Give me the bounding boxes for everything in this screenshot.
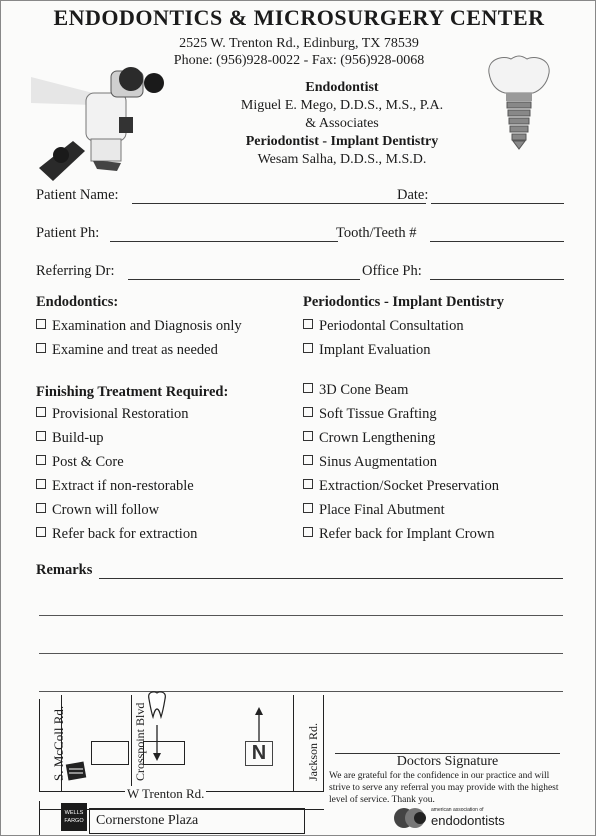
patient-name-label: Patient Name:	[36, 187, 119, 203]
finishing-checkbox-item[interactable]: Crown will follow	[36, 502, 159, 519]
perio-checkbox-item[interactable]: Soft Tissue Grafting	[303, 406, 437, 423]
checkbox-icon[interactable]	[36, 527, 46, 537]
mccoll-road-line	[39, 699, 40, 791]
wells-fargo-logo: WELLS FARGO	[61, 803, 87, 831]
cornerstone-plaza-label: Cornerstone Plaza	[89, 808, 305, 834]
aae-logo-icon	[393, 807, 427, 829]
remarks-line-3[interactable]	[39, 653, 563, 654]
perio-checkbox-item[interactable]: Extraction/Socket Preservation	[303, 478, 499, 495]
wells-fargo-marker-icon	[65, 761, 89, 783]
endodontist-name: Miguel E. Mego, D.D.S., M.S., P.A.	[240, 98, 444, 113]
endo-checkbox-item[interactable]: Examination and Diagnosis only	[36, 318, 242, 335]
checkbox-icon[interactable]	[36, 407, 46, 417]
doctors-block	[191, 79, 493, 169]
periodontics-heading: Periodontics - Implant Dentistry	[303, 294, 504, 310]
perio-checkbox-item[interactable]: 3D Cone Beam	[303, 382, 408, 399]
checkbox-icon[interactable]	[303, 431, 313, 441]
perio-checkbox-item[interactable]: Implant Evaluation	[303, 342, 431, 359]
remarks-line-1[interactable]	[99, 578, 563, 579]
endodontics-heading: Endodontics:	[36, 294, 119, 310]
perio-checkbox-item[interactable]: Periodontal Consultation	[303, 318, 464, 335]
perio-checkbox-item[interactable]: Refer back for Implant Crown	[303, 526, 495, 543]
endo-checkbox-item[interactable]: Examine and treat as needed	[36, 342, 218, 359]
compass-north-label: N	[245, 741, 273, 766]
finishing-checkbox-item[interactable]: Provisional Restoration	[36, 406, 189, 423]
checkbox-icon[interactable]	[36, 319, 46, 329]
remarks-label: Remarks	[36, 562, 93, 578]
office-phone-field[interactable]	[430, 279, 564, 280]
finishing-checkbox-item[interactable]: Extract if non-restorable	[36, 478, 194, 495]
checkbox-icon[interactable]	[36, 343, 46, 353]
perio-checkbox-item[interactable]: Sinus Augmentation	[303, 454, 437, 471]
clinic-phone: Phone: (956)928-0022 - Fax: (956)928-0068	[173, 53, 425, 68]
checkbox-icon[interactable]	[303, 479, 313, 489]
jackson-road-line-2	[323, 695, 324, 791]
finishing-checkbox-item[interactable]: Post & Core	[36, 454, 124, 471]
referring-dr-field[interactable]	[128, 279, 360, 280]
endodontist-heading: Endodontist	[305, 80, 379, 95]
clinic-title: ENDODONTICS & MICROSURGERY CENTER	[53, 5, 545, 30]
office-phone-label: Office Ph:	[362, 263, 422, 279]
crosspoint-road-label: Crosspoint Blvd	[133, 702, 147, 781]
map-border-line	[39, 801, 41, 835]
perio-checkbox-item[interactable]: Place Final Abutment	[303, 502, 445, 519]
checkbox-icon[interactable]	[303, 455, 313, 465]
periodontist-heading: Periodontist - Implant Dentistry	[245, 134, 439, 149]
checkbox-icon[interactable]	[36, 455, 46, 465]
aae-small-text: american association of	[431, 807, 484, 813]
jackson-road-label: Jackson Rd.	[306, 723, 320, 781]
patient-phone-field[interactable]	[110, 241, 338, 242]
jackson-road-line	[293, 695, 294, 791]
date-label: Date:	[397, 187, 429, 203]
finishing-checkbox-item[interactable]: Build-up	[36, 430, 104, 447]
periodontist-name: Wesam Salha, D.D.S., M.S.D.	[257, 152, 427, 167]
checkbox-icon[interactable]	[36, 479, 46, 489]
tooth-field[interactable]	[430, 241, 564, 242]
tooth-label: Tooth/Teeth #	[336, 225, 417, 241]
doctor-signature-label: Doctors Signature	[396, 754, 499, 769]
checkbox-icon[interactable]	[303, 407, 313, 417]
microscope-image	[31, 63, 166, 188]
crosspoint-road-line	[131, 695, 132, 791]
checkbox-icon[interactable]	[36, 503, 46, 513]
finishing-heading: Finishing Treatment Required:	[36, 384, 229, 400]
checkbox-icon[interactable]	[303, 343, 313, 353]
thank-you-note: We are grateful for the confidence in our practice and will strive to serve any referral you may provide with the highest level of service. Thank you.	[329, 771, 559, 805]
checkbox-icon[interactable]	[303, 503, 313, 513]
remarks-line-2[interactable]	[39, 615, 563, 616]
aae-endodontists-text: endodontists	[431, 813, 505, 828]
endodontist-associates: & Associates	[305, 116, 379, 131]
checkbox-icon[interactable]	[303, 383, 313, 393]
patient-phone-label: Patient Ph:	[36, 225, 100, 241]
checkbox-icon[interactable]	[36, 431, 46, 441]
finishing-checkbox-item[interactable]: Refer back for extraction	[36, 526, 197, 543]
mccoll-road-label: S. McColl Rd.	[51, 705, 66, 781]
patient-phone-row	[36, 225, 564, 245]
dental-implant-image	[483, 53, 555, 153]
patient-name-field[interactable]	[132, 203, 426, 204]
tooth-location-icon	[141, 689, 177, 769]
referring-dr-row	[36, 263, 564, 283]
clinic-address: 2525 W. Trenton Rd., Edinburg, TX 78539	[179, 36, 419, 51]
referring-dr-label: Referring Dr:	[36, 263, 115, 279]
date-field[interactable]	[431, 203, 564, 204]
building-block	[91, 741, 129, 765]
checkbox-icon[interactable]	[303, 527, 313, 537]
trenton-road-label: W Trenton Rd.	[127, 786, 205, 801]
perio-checkbox-item[interactable]: Crown Lengthening	[303, 430, 435, 447]
checkbox-icon[interactable]	[303, 319, 313, 329]
patient-name-row	[36, 187, 564, 207]
